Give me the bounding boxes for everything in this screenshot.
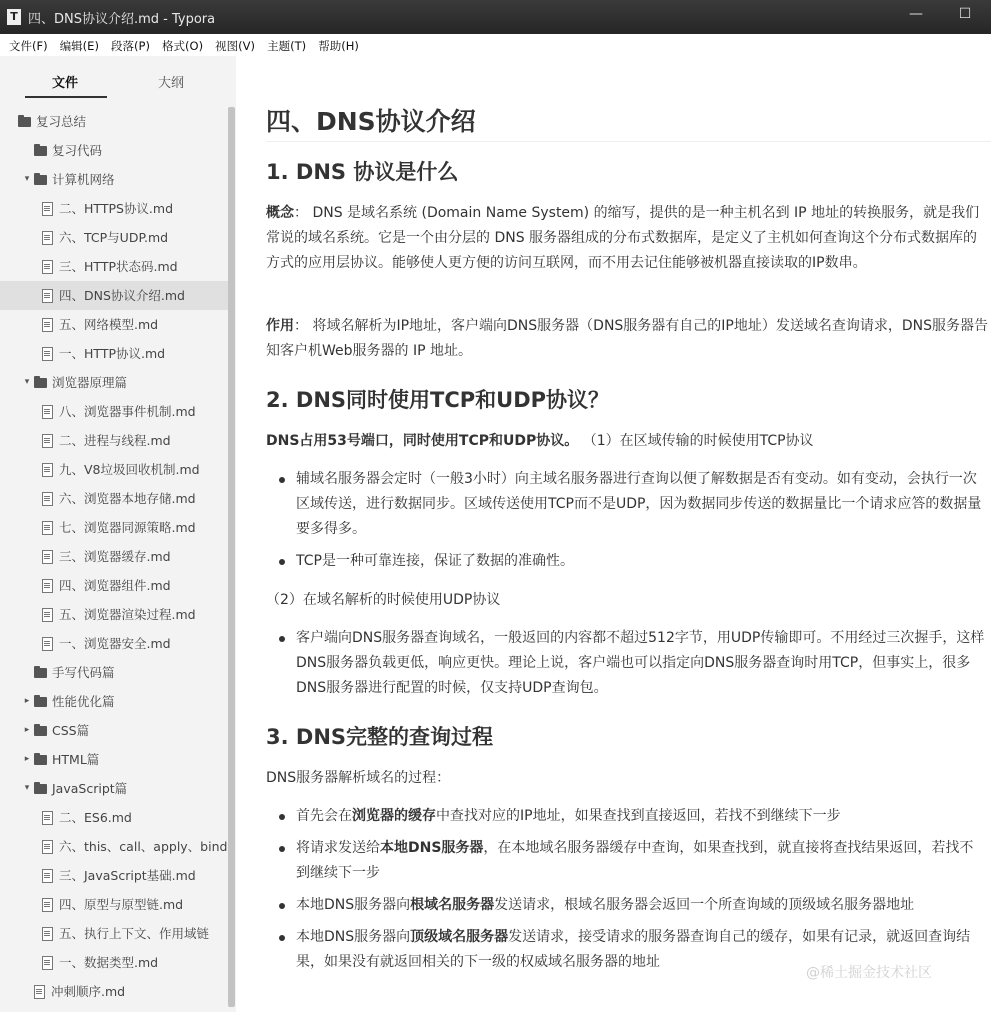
tree-item-label: 一、浏览器安全.md: [59, 636, 171, 651]
tree-folder[interactable]: [0, 687, 228, 716]
tree-file[interactable]: [0, 948, 228, 977]
tree-folder[interactable]: [0, 165, 228, 194]
window-title: 四、DNS协议介绍.md - Typora: [28, 12, 216, 27]
file-icon: [42, 579, 53, 593]
menu-theme[interactable]: 主题(T): [267, 39, 307, 53]
folder-icon: [18, 117, 31, 127]
list-item: TCP是一种可靠连接，保证了数据的准确性。: [266, 549, 986, 574]
heading-tcp-udp: 2. DNS同时使用TCP和UDP协议？: [266, 388, 610, 412]
tree-item-label: 三、浏览器缓存.md: [59, 549, 171, 564]
minimize-button[interactable]: —: [909, 6, 923, 22]
active-tab-indicator: [25, 96, 107, 98]
tree-item-label: 五、浏览器渲染过程.md: [59, 607, 196, 622]
file-icon: [42, 434, 53, 448]
paragraph-udp: （2）在域名解析的时候使用UDP协议: [266, 592, 501, 608]
tree-file[interactable]: [0, 426, 228, 455]
tree-item-label: 五、执行上下文、作用域链: [59, 926, 210, 941]
sidebar: [0, 56, 237, 1012]
file-icon: [42, 260, 53, 274]
tree-item-label: JavaScript篇: [52, 781, 128, 796]
tree-file[interactable]: [0, 339, 228, 368]
tree-file[interactable]: [0, 861, 228, 890]
sidebar-scrollbar-thumb[interactable]: [228, 107, 235, 1007]
tree-item-label: 冲刺顺序.md: [51, 984, 126, 999]
heading-dns-what: 1. DNS 协议是什么: [266, 160, 459, 184]
list-item: 客户端向DNS服务器查询域名，一般返回的内容都不超过512字节，用UDP传输即可。不用经过三次握手，这样DNS服务器负载更低，响应更快。理论上说，客户端也可以指定向DNS服务器查询时用TCP，但事实上，很多DNS服务器进行配置的时候，仅支持UDP查询包。: [266, 626, 986, 701]
tree-file[interactable]: [0, 252, 228, 281]
tree-folder[interactable]: [0, 368, 228, 397]
tree-file[interactable]: [0, 832, 228, 861]
list-item: 本地DNS服务器向根域名服务器发送请求，根域名服务器会返回一个所查询域的顶级域名服务器地址: [266, 893, 986, 918]
list-item: 本地DNS服务器向顶级域名服务器发送请求，接受请求的服务器查询自己的缓存，如果有记录，就返回查询结果，如果没有就返回相关的下一级的权威域名服务器的地址: [266, 925, 986, 975]
tree-item-label: 八、浏览器事件机制.md: [59, 404, 196, 419]
file-icon: [42, 927, 53, 941]
tree-item-label: 计算机网络: [52, 172, 115, 187]
chevron-right-icon[interactable]: ▸: [24, 725, 30, 735]
list-item: 将请求发送给本地DNS服务器，在本地域名服务器缓存中查询，如果查找到，就直接将查找结果返回，若找不到继续下一步: [266, 836, 986, 886]
tree-item-label: 复习代码: [52, 143, 103, 158]
tree-file[interactable]: [0, 484, 228, 513]
list-item: 首先会在浏览器的缓存中查找对应的IP地址，如果查找到直接返回，若找不到继续下一步: [266, 804, 986, 829]
tree-item-label: 三、JavaScript基础.md: [59, 868, 196, 883]
tree-file[interactable]: [0, 919, 228, 948]
tree-item-label: CSS篇: [52, 723, 90, 738]
file-icon: [42, 231, 53, 245]
typora-app-icon: T: [7, 9, 21, 25]
role-text: ： 将域名解析为IP地址，客户端向DNS服务器（DNS服务器有自己的IP地址）发送域名查询请求，DNS服务器告知客户机Web服务器的 IP 地址。: [266, 318, 989, 359]
menu-format[interactable]: 格式(O): [162, 39, 204, 53]
tree-item-label: 四、浏览器组件.md: [59, 578, 171, 593]
file-icon: [42, 840, 53, 854]
port-text: （1）在区域传输的时候使用TCP协议: [578, 433, 814, 449]
tab-files[interactable]: 文件: [52, 76, 79, 91]
concept-text: ： DNS 是域名系统 (Domain Name System) 的缩写，提供的是一种主机名到 IP 地址的转换服务，就是我们常说的域名系统。它是一个由分层的 DNS 服务器组成的分布式数据库，是定义了主机如何查询这个分布式数据库的方式的应用层协议。能够使人更方便的访问互联网，而不用去记住能够被机器直接读取的IP数串。: [266, 205, 980, 271]
sidebar-tabs: [0, 56, 236, 100]
tree-file[interactable]: [0, 513, 228, 542]
heading-query-process: 3. DNS完整的查询过程: [266, 725, 494, 749]
menu-help[interactable]: 帮助(H): [318, 39, 359, 53]
file-icon: [42, 811, 53, 825]
tree-item-label: 二、HTTPS协议.md: [59, 201, 174, 216]
tree-item-label: 手写代码篇: [52, 665, 115, 680]
tree-file[interactable]: [0, 890, 228, 919]
tree-folder[interactable]: [0, 658, 228, 687]
folder-icon: [34, 146, 47, 156]
folder-icon: [34, 784, 47, 794]
tree-folder[interactable]: [0, 716, 228, 745]
tree-file[interactable]: [0, 310, 228, 339]
watermark: @稀土掘金技术社区: [806, 965, 932, 981]
tree-item-label: 浏览器原理篇: [52, 375, 128, 390]
tree-folder[interactable]: [0, 774, 228, 803]
tree-file[interactable]: [0, 455, 228, 484]
tree-file[interactable]: [0, 600, 228, 629]
folder-icon: [34, 726, 47, 736]
tree-file[interactable]: [0, 194, 228, 223]
folder-icon: [34, 175, 47, 185]
folder-icon: [34, 697, 47, 707]
folder-icon: [34, 378, 47, 388]
file-icon: [42, 463, 53, 477]
paragraph-intro: DNS服务器解析域名的过程：: [266, 770, 451, 786]
tree-file[interactable]: [0, 803, 228, 832]
chevron-right-icon[interactable]: ▸: [24, 754, 30, 764]
tree-file[interactable]: [0, 281, 228, 310]
menu-bar: [0, 34, 991, 56]
tree-file[interactable]: [0, 542, 228, 571]
tree-item-label: 一、数据类型.md: [59, 955, 159, 970]
tree-folder[interactable]: [0, 136, 228, 165]
tab-outline[interactable]: 大纲: [158, 76, 185, 91]
tree-file[interactable]: [0, 397, 228, 426]
tree-item-label: 四、原型与原型链.md: [59, 897, 184, 912]
file-icon: [42, 608, 53, 622]
tree-item-label: 六、TCP与UDP.md: [59, 230, 169, 245]
file-icon: [42, 869, 53, 883]
tree-item-label: 三、HTTP状态码.md: [59, 259, 178, 274]
file-icon: [42, 289, 53, 303]
paragraph-role: [266, 314, 991, 364]
chevron-right-icon[interactable]: ▸: [24, 696, 30, 706]
chevron-down-icon[interactable]: ▾: [24, 783, 30, 793]
file-icon: [42, 898, 53, 912]
menu-edit[interactable]: 编辑(E): [59, 39, 99, 53]
udp-list: [266, 626, 986, 708]
tree-item-label: 六、浏览器本地存储.md: [59, 491, 196, 506]
tree-item-label: 性能优化篇: [52, 694, 115, 709]
folder-icon: [34, 755, 47, 765]
file-icon: [42, 202, 53, 216]
menu-paragraph[interactable]: 段落(P): [111, 39, 150, 53]
paragraph-concept: [266, 201, 991, 276]
query-steps-list: [266, 804, 986, 982]
file-icon: [34, 985, 45, 999]
tree-file[interactable]: [0, 571, 228, 600]
tree-item-label: 六、this、call、apply、bind: [59, 839, 228, 854]
file-icon: [42, 318, 53, 332]
tree-item-label: 四、DNS协议介绍.md: [59, 288, 185, 303]
tree-folder[interactable]: [0, 745, 228, 774]
doc-title: 四、DNS协议介绍: [266, 102, 991, 142]
maximize-button[interactable]: ☐: [958, 6, 972, 22]
file-tree: [0, 107, 228, 1006]
paragraph-port: [266, 429, 991, 454]
chevron-down-icon[interactable]: ▾: [24, 377, 30, 387]
tree-file[interactable]: [0, 223, 228, 252]
tree-item-label: 九、V8垃圾回收机制.md: [59, 462, 200, 477]
role-label: 作用: [266, 318, 294, 334]
tree-item-label: 五、网络模型.md: [59, 317, 159, 332]
tree-file[interactable]: [0, 629, 228, 658]
tree-folder[interactable]: [0, 107, 228, 136]
concept-label: 概念: [266, 205, 294, 221]
file-icon: [42, 956, 53, 970]
port-bold: DNS占用53号端口，同时使用TCP和UDP协议。: [266, 433, 579, 449]
file-icon: [42, 521, 53, 535]
list-item: 辅域名服务器会定时（一般3小时）向主域名服务器进行查询以便了解数据是否有变动。如有变动，会执行一次区域传送，进行数据同步。区域传送使用TCP而不是UDP，因为数据同步传送的数据量比一个请求应答的数据量要多得多。: [266, 467, 986, 542]
tree-item-label: 七、浏览器同源策略.md: [59, 520, 196, 535]
file-icon: [42, 405, 53, 419]
menu-view[interactable]: 视图(V): [215, 39, 256, 53]
file-icon: [42, 347, 53, 361]
tree-item-label: 二、进程与线程.md: [59, 433, 171, 448]
file-icon: [42, 637, 53, 651]
tree-item-label: 复习总结: [36, 114, 87, 129]
tree-file[interactable]: [0, 977, 228, 1006]
file-icon: [42, 550, 53, 564]
tcp-list: [266, 467, 986, 581]
menu-file[interactable]: 文件(F): [9, 39, 48, 53]
title-bar: [0, 0, 991, 34]
folder-icon: [34, 668, 47, 678]
chevron-down-icon[interactable]: ▾: [24, 174, 30, 184]
tree-item-label: HTML篇: [52, 752, 100, 767]
file-icon: [42, 492, 53, 506]
tree-item-label: 二、ES6.md: [59, 810, 132, 825]
tree-item-label: 一、HTTP协议.md: [59, 346, 166, 361]
editor-content[interactable]: [236, 56, 991, 1012]
